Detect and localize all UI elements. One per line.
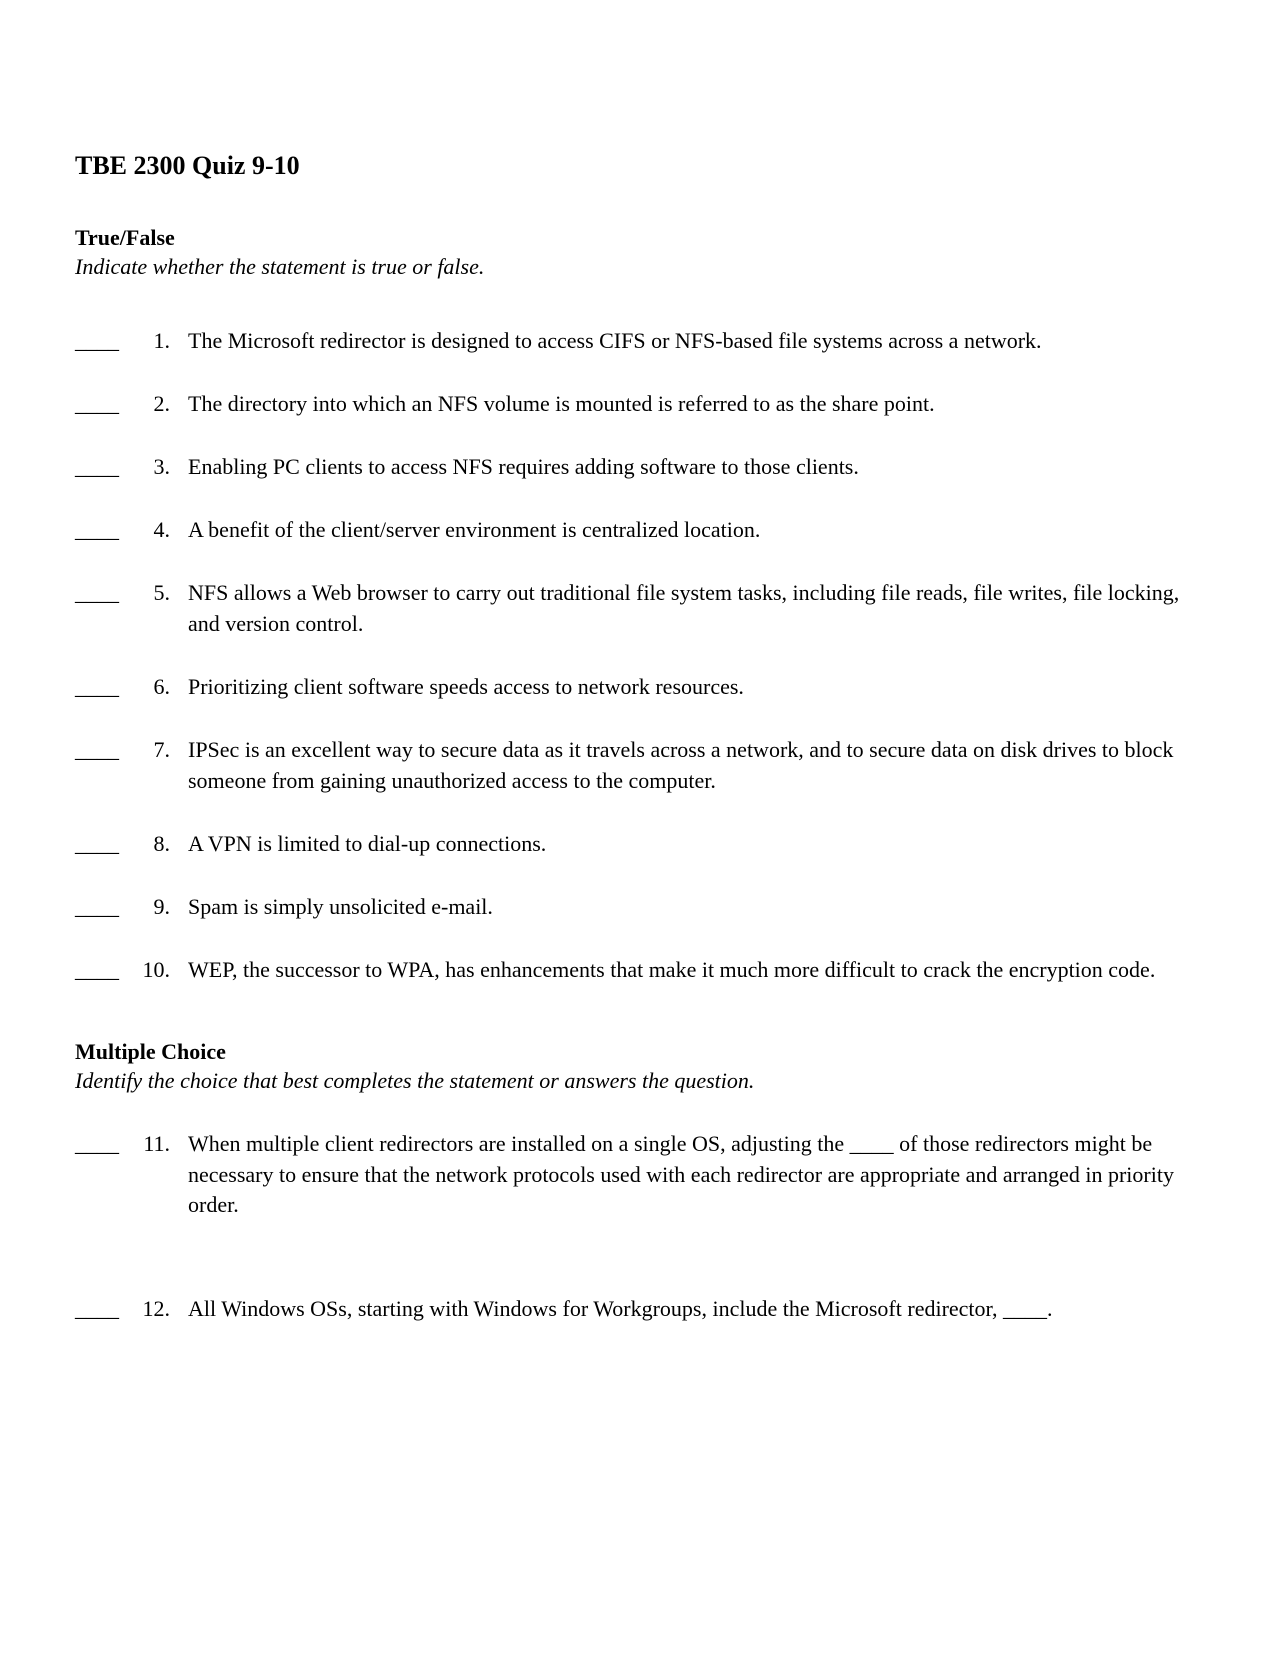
question-number: 6. [153,674,170,699]
answer-blank: ____ [75,894,119,919]
answer-blank: ____ [75,737,119,762]
question-item [75,955,1205,986]
true-false-heading: True/False [75,225,175,250]
question-number: 2. [153,391,170,416]
answer-blank: ____ [75,580,119,605]
question-item [75,735,1205,796]
question-text: IPSec is an excellent way to secure data as it travels across a network, and to secure data on disk drives to block someone from gaining unauthorized access to the computer. [188,737,1174,793]
question-number: 11. [143,1131,170,1156]
question-text: WEP, the successor to WPA, has enhancements that make it much more difficult to crack the encryption code. [188,957,1156,982]
answer-blank: ____ [75,957,119,982]
question-text: Prioritizing client software speeds access to network resources. [188,674,744,699]
question-text: All Windows OSs, starting with Windows for Workgroups, include the Microsoft redirector, ____. [188,1296,1053,1321]
question-number: 5. [153,580,170,605]
multiple-choice-instructions: Identify the choice that best completes the statement or answers the question. [75,1068,755,1093]
question-number: 1. [153,328,170,353]
question-item [75,672,1205,703]
question-item [75,326,1205,357]
answer-blank: ____ [75,1131,119,1156]
question-item [75,578,1205,639]
question-item [75,452,1205,483]
true-false-instructions: Indicate whether the statement is true or false. [75,254,485,279]
question-number: 12. [142,1296,170,1321]
question-text: Enabling PC clients to access NFS requires adding software to those clients. [188,454,859,479]
answer-blank: ____ [75,328,119,353]
question-text: A VPN is limited to dial-up connections. [188,831,547,856]
question-number: 8. [153,831,170,856]
answer-blank: ____ [75,674,119,699]
answer-blank: ____ [75,517,119,542]
question-number: 7. [153,737,170,762]
question-item [75,1129,1205,1221]
question-item [75,829,1205,860]
question-item [75,892,1205,923]
question-number: 9. [153,894,170,919]
multiple-choice-heading: Multiple Choice [75,1039,226,1064]
answer-blank: ____ [75,1296,119,1321]
answer-blank: ____ [75,391,119,416]
document-title: TBE 2300 Quiz 9-10 [75,151,300,180]
question-text: NFS allows a Web browser to carry out traditional file system tasks, including file reads, file writes, file locking, and version control. [188,580,1180,636]
answer-blank: ____ [75,454,119,479]
question-item [75,515,1205,546]
question-text: When multiple client redirectors are installed on a single OS, adjusting the ____ of those redirectors might be necessary to ensure that the network protocols used with each redirector are appropriate and arranged in priority order. [188,1131,1174,1217]
question-text: The directory into which an NFS volume is mounted is referred to as the share point. [188,391,935,416]
question-number: 3. [153,454,170,479]
question-number: 4. [153,517,170,542]
question-item [75,389,1205,420]
answer-blank: ____ [75,831,119,856]
question-text: Spam is simply unsolicited e-mail. [188,894,493,919]
question-text: The Microsoft redirector is designed to access CIFS or NFS-based file systems across a network. [188,328,1042,353]
question-text: A benefit of the client/server environment is centralized location. [188,517,761,542]
question-number: 10. [142,957,170,982]
question-item [75,1294,1205,1325]
